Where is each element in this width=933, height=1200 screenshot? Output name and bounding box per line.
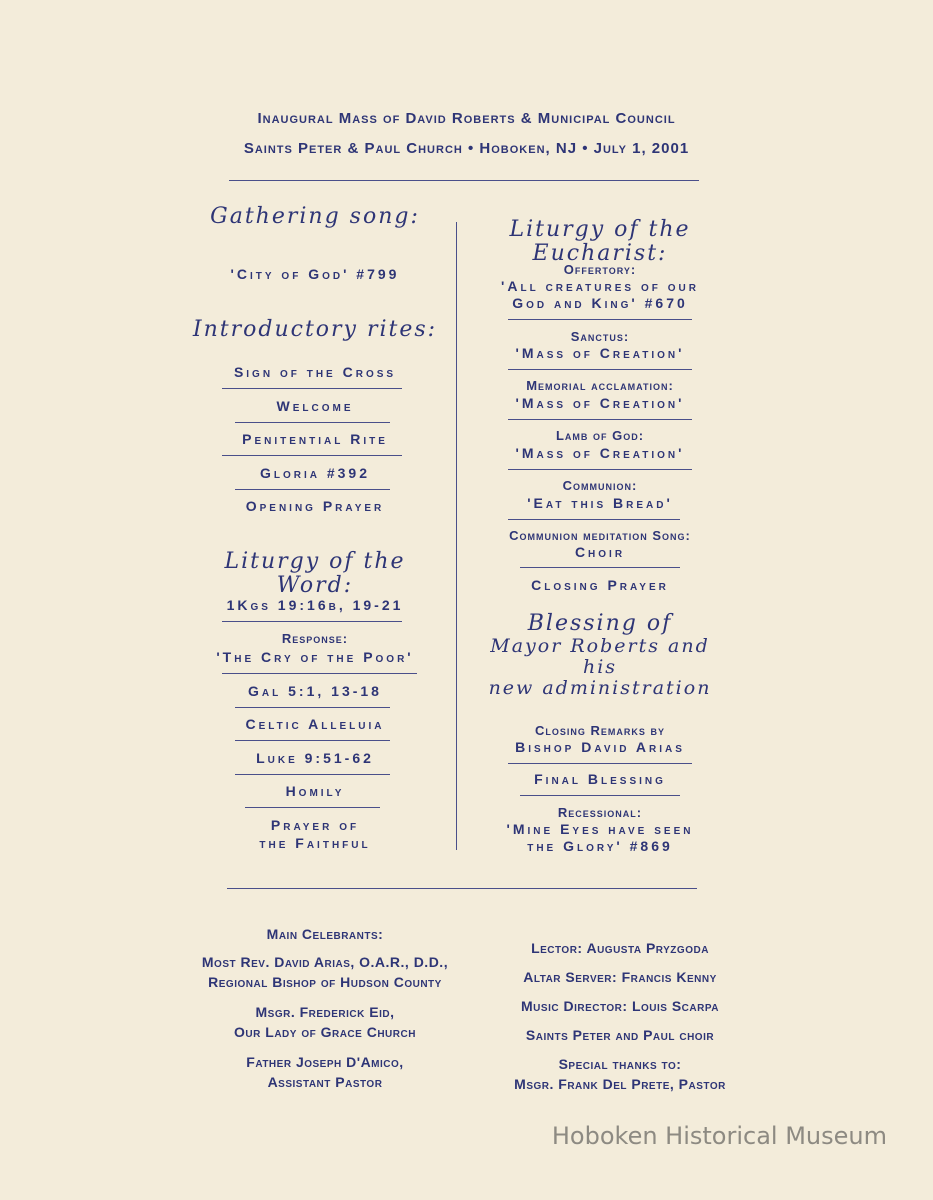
intro-item: Penitential Rite (242, 431, 388, 447)
celebrant-2-line1: Msgr. Frederick Eid, (255, 1004, 395, 1020)
offertory-line2: God and King' #670 (512, 295, 688, 311)
prayer-line1: Prayer of (270, 817, 360, 833)
meditation-song: Choir (574, 544, 626, 560)
memorial-song: 'Mass of Creation' (515, 395, 685, 411)
divider (508, 369, 692, 370)
right-column (470, 0, 730, 900)
divider (508, 519, 680, 520)
divider (235, 707, 390, 708)
gospel: Luke 9:51-62 (256, 750, 374, 766)
gathering-title: Gathering song: (210, 204, 420, 229)
sanctus-label: Sanctus: (570, 329, 630, 344)
offertory-line1: 'All creatures of our (501, 278, 699, 294)
divider (520, 795, 680, 796)
prayer-line2: the Faithful (259, 835, 371, 851)
communion-label: Communion: (562, 478, 638, 493)
blessing-heading (470, 612, 730, 699)
offertory-label: Offertory: (563, 262, 637, 277)
lamb-label: Lamb of God: (555, 428, 645, 443)
recessional-line1: 'Mine Eyes have seen (506, 821, 694, 837)
header-subtitle: Saints Peter & Paul Church • Hoboken, NJ • July 1, 2001 (243, 140, 690, 157)
divider (235, 489, 390, 490)
credits-block (480, 938, 760, 1094)
divider (508, 469, 692, 470)
intro-item: Welcome (276, 398, 354, 414)
word-title: Liturgy of the Word: (224, 549, 406, 599)
footer-divider (227, 888, 697, 889)
divider (508, 319, 692, 320)
divider (235, 774, 390, 775)
left-column (190, 0, 440, 900)
response-song: 'The Cry of the Poor' (216, 649, 414, 665)
divider (222, 388, 402, 389)
blessing-line3: new administration (488, 676, 712, 699)
celebrants-title: Main Celebrants: (266, 926, 384, 942)
eucharist-title: Liturgy of the Eucharist: (509, 217, 691, 267)
divider (235, 422, 390, 423)
header-title: Inaugural Mass of David Roberts & Municipal Council (257, 110, 676, 127)
reading-first: 1Kgs 19:16b, 19-21 (226, 597, 404, 613)
homily: Homily (285, 783, 345, 799)
meditation-label: Communion meditation Song: (509, 528, 691, 543)
celebrant-3-line1: Father Joseph D'Amico, (246, 1054, 404, 1070)
remarks-name: Bishop David Arias (515, 739, 685, 755)
communion-song: 'Eat this Bread' (527, 495, 673, 511)
divider (222, 621, 402, 622)
divider (508, 763, 692, 764)
altar-server: Altar Server: Francis Kenny (523, 969, 717, 985)
blessing-line1: Blessing of (527, 611, 673, 636)
lector: Lector: Augusta Pryzgoda (531, 940, 709, 956)
celebrant-1-line1: Most Rev. David Arias, O.A.R., D.D., (201, 954, 449, 970)
eucharist-heading (470, 218, 730, 266)
divider (222, 673, 417, 674)
museum-watermark: Hoboken Historical Museum (551, 1122, 887, 1150)
closing-prayer: Closing Prayer (531, 577, 669, 593)
blessing-line2: Mayor Roberts and his (490, 635, 710, 679)
final-blessing: Final Blessing (534, 771, 666, 787)
music-director: Music Director: Louis Scarpa (521, 998, 719, 1014)
intro-item: Gloria #392 (259, 465, 371, 481)
sanctus-song: 'Mass of Creation' (515, 345, 685, 361)
memorial-label: Memorial acclamation: (526, 378, 674, 393)
choir: Saints Peter and Paul choir (525, 1027, 715, 1043)
remarks-label: Closing Remarks by (534, 723, 665, 738)
thanks-name: Msgr. Frank Del Prete, Pastor (514, 1076, 726, 1092)
divider (235, 740, 390, 741)
divider (245, 807, 380, 808)
gathering-song: 'City of God' #799 (230, 266, 400, 282)
word-heading (190, 550, 440, 598)
intro-item: Sign of the Cross (233, 364, 397, 380)
divider (222, 455, 402, 456)
intro-item: Opening Prayer (245, 498, 385, 514)
recessional-label: Recessional: (557, 805, 643, 820)
response-label: Response: (281, 631, 349, 646)
divider (520, 567, 680, 568)
lamb-song: 'Mass of Creation' (515, 445, 685, 461)
alleluia: Celtic Alleluia (245, 716, 385, 732)
gathering-heading (190, 205, 440, 229)
celebrant-3-line2: Assistant Pastor (267, 1074, 383, 1090)
intro-heading (190, 318, 440, 342)
column-divider (456, 222, 457, 850)
recessional-line2: the Glory' #869 (527, 838, 673, 854)
divider (508, 419, 692, 420)
celebrant-2-line2: Our Lady of Grace Church (234, 1024, 416, 1040)
intro-title: Introductory rites: (192, 317, 438, 342)
celebrants-block (180, 924, 470, 1092)
celebrant-1-line2: Regional Bishop of Hudson County (208, 974, 442, 990)
thanks-label: Special thanks to: (558, 1056, 682, 1072)
reading-second: Gal 5:1, 13-18 (248, 683, 382, 699)
